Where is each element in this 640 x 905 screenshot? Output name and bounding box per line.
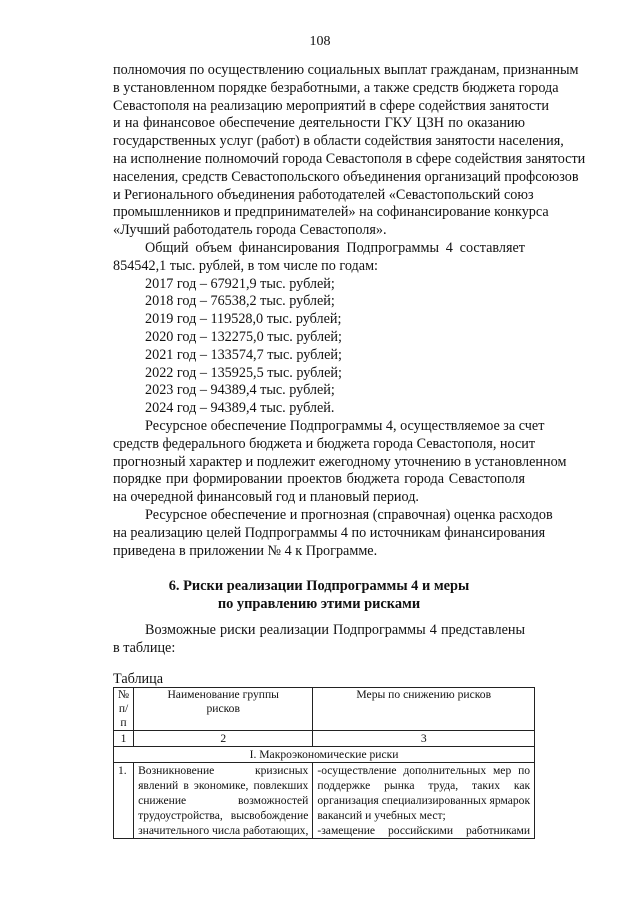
year-item: 2023 год – 94389,4 тыс. рублей;	[145, 382, 335, 399]
column-number: 3	[313, 731, 535, 747]
year-item: 2020 год – 132275,0 тыс. рублей;	[145, 328, 342, 345]
text-line: порядке при формировании проектов бюджета города Севастополя	[113, 471, 525, 488]
text-line: на исполнение полномочий города Севастополя в сфере содействия занятости	[113, 150, 586, 167]
year-item: 2024 год – 94389,4 тыс. рублей.	[145, 400, 335, 417]
text-line: Ресурсное обеспечение Подпрограммы 4, осуществляемое за счет	[145, 417, 545, 434]
column-number-row	[114, 731, 535, 747]
funding-by-year-list	[113, 276, 525, 418]
text-line: и Регионального объединения работодателей «Севастопольский союз	[113, 186, 534, 203]
year-item: 2018 год – 76538,2 тыс. рублей;	[145, 293, 335, 310]
table-row	[114, 763, 535, 839]
risk-line: явлений в экономике, повлекших	[138, 779, 309, 792]
text-line: в таблице:	[113, 639, 176, 656]
section-heading-line: по управлению этими рисками	[217, 595, 421, 612]
section-row	[114, 747, 535, 763]
measure-line: вакансий и учебных мест;	[317, 809, 446, 822]
risk-measures	[313, 763, 535, 839]
table-caption: Таблица	[113, 671, 164, 687]
header-risk-group-line: рисков	[206, 702, 240, 715]
measure-line: -замещение российскими работниками	[317, 824, 531, 837]
text-line: средств федерального бюджета и бюджета города Севастополя, носит	[113, 435, 536, 452]
text-line: на реализацию целей Подпрограммы 4 по источникам финансирования	[113, 524, 546, 541]
header-num-line: №	[118, 688, 130, 701]
main-text	[113, 62, 586, 560]
text-line: и на финансовое обеспечение деятельности ГКУ ЦЗН по оказанию	[113, 115, 525, 132]
text-line: 854542,1 тыс. рублей, в том числе по годам:	[113, 257, 378, 274]
page-number: 108	[309, 34, 331, 49]
measure-line: организация специализированных ярмарок	[317, 794, 531, 807]
column-number: 2	[134, 731, 313, 747]
text-line: промышленников и предпринимателей» на софинансирование конкурса	[113, 204, 549, 221]
risk-line: значительного числа работающих,	[138, 824, 309, 837]
risks-table	[113, 687, 535, 839]
text-line: Возможные риски реализации Подпрограммы 4 представлены	[145, 622, 525, 638]
text-line: на очередной финансовый год и плановый период.	[113, 489, 419, 506]
header-measures: Меры по снижению рисков	[313, 688, 535, 731]
column-number: 1	[114, 731, 134, 747]
risk-line: снижение возможностей	[138, 794, 309, 807]
risks-intro	[113, 622, 525, 658]
text-line: полномочия по осуществлению социальных выплат гражданам, признанным	[113, 62, 579, 78]
year-item: 2022 год – 135925,5 тыс. рублей;	[145, 364, 342, 381]
text-line: государственных услуг (работ) в области содействия занятости населения,	[113, 133, 564, 150]
measure-line: -осуществление дополнительных мер по	[317, 764, 531, 777]
risk-description	[134, 763, 313, 839]
risk-line: трудоустройства, высвобождение	[138, 809, 309, 822]
section-heading-line: 6. Риски реализации Подпрограммы 4 и меры	[168, 578, 470, 594]
text-line: Ресурсное обеспечение и прогнозная (справочная) оценка расходов	[145, 506, 553, 523]
text-line: Общий объем финансирования Подпрограммы 4 составляет	[145, 239, 525, 256]
section-heading	[113, 578, 525, 614]
section-title: I. Макроэкономические риски	[114, 747, 535, 763]
text-line: в установленном порядке безработными, а также средств бюджета города	[113, 79, 559, 96]
row-number: 1.	[114, 763, 134, 839]
year-item: 2021 год – 133574,7 тыс. рублей;	[145, 346, 342, 363]
table-header-row	[114, 688, 535, 731]
header-num	[114, 688, 134, 731]
risk-line: Возникновение кризисных	[138, 764, 309, 777]
header-num-line: п/п	[118, 702, 129, 729]
text-line: «Лучший работодатель города Севастополя».	[113, 222, 387, 239]
year-item: 2017 год – 67921,9 тыс. рублей;	[145, 275, 335, 292]
header-risk-group	[134, 688, 313, 731]
text-line: приведена в приложении № 4 к Программе.	[113, 542, 378, 559]
text-line: населения, средств Севастопольского объединения организаций профсоюзов	[113, 168, 579, 185]
text-line: прогнозный характер и подлежит ежегодному уточнению в установленном	[113, 453, 567, 470]
text-line: Севастополя на реализацию мероприятий в сфере содействия занятости	[113, 97, 549, 114]
measure-line: поддержке рынка труда, таких как	[317, 779, 531, 792]
year-item: 2019 год – 119528,0 тыс. рублей;	[145, 311, 342, 328]
header-risk-group-line: Наименование группы	[167, 688, 279, 701]
